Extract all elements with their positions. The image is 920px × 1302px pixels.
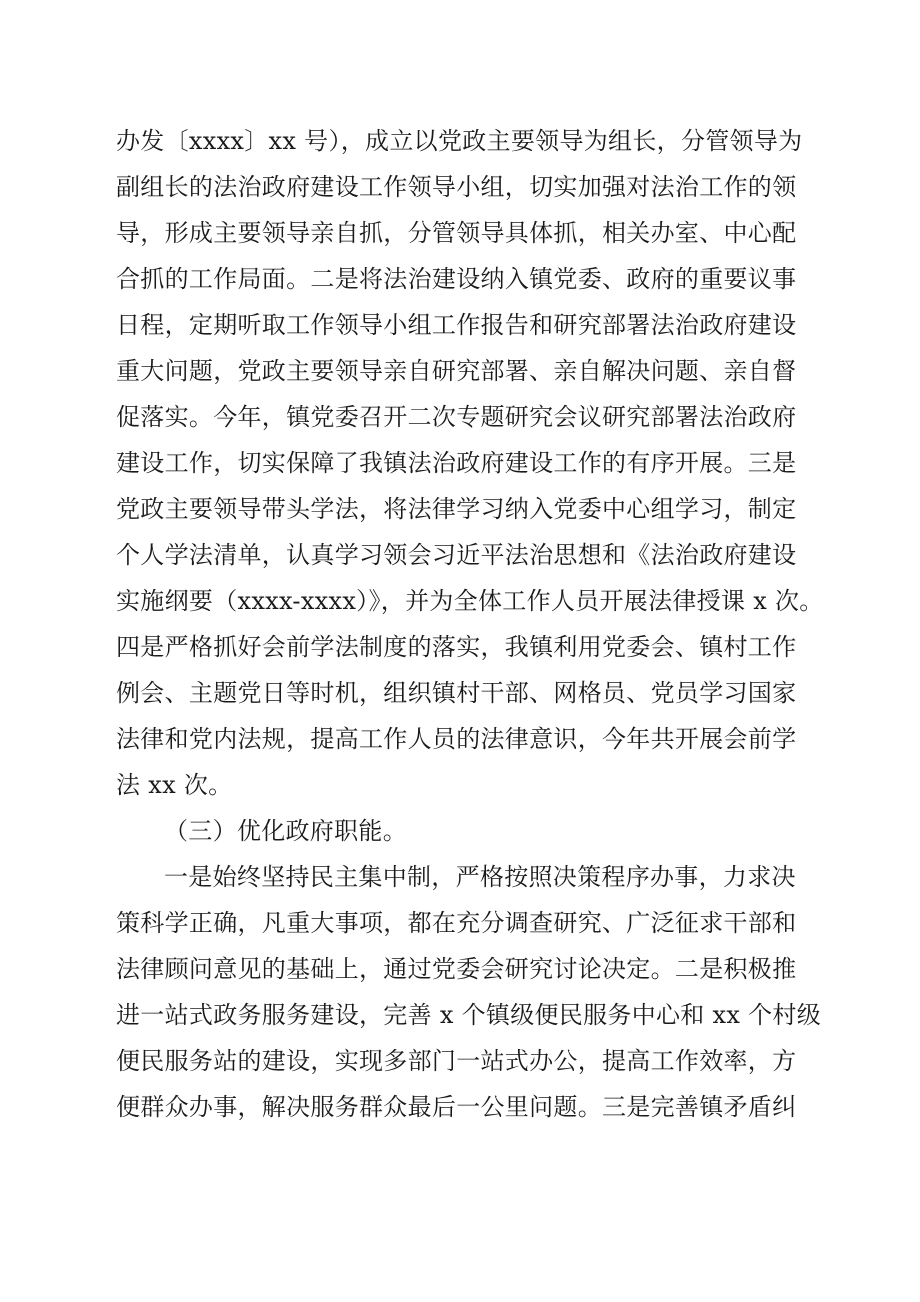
text-line: 法律顾问意见的基础上，通过党委会研究讨论决定。二是积极推 <box>116 955 797 983</box>
paragraph <box>116 118 824 808</box>
text-line: 进一站式政务服务建设，完善 x 个镇级便民服务中心和 xx 个村级 <box>116 1001 822 1029</box>
text-line: 日程，定期听取工作领导小组工作报告和研究部署法治政府建设 <box>116 311 797 339</box>
text-line: 例会、主题党日等时机，组织镇村干部、网格员、党员学习国家 <box>116 679 797 707</box>
text-line: 便群众办事，解决服务群众最后一公里问题。三是完善镇矛盾纠 <box>116 1093 797 1121</box>
text-line: 策科学正确，凡重大事项，都在充分调查研究、广泛征求干部和 <box>116 909 797 937</box>
text-line: 个人学法清单，认真学习领会习近平法治思想和《法治政府建设 <box>116 541 797 569</box>
text-line: 导，形成主要领导亲自抓，分管领导具体抓，相关办室、中心配 <box>116 219 797 247</box>
text-line: 办发〔xxxx〕xx 号），成立以党政主要领导为组长，分管领导为 <box>116 127 803 155</box>
document-body <box>116 118 824 1130</box>
text-line: 合抓的工作局面。二是将法治建设纳入镇党委、政府的重要议事 <box>116 265 797 293</box>
text-line: 党政主要领导带头学法，将法律学习纳入党委中心组学习，制定 <box>116 495 797 523</box>
text-line: 法律和党内法规，提高工作人员的法律意识，今年共开展会前学 <box>116 725 797 753</box>
text-line: 一是始终坚持民主集中制，严格按照决策程序办事，力求决 <box>164 863 796 891</box>
text-line: 实施纲要（xxxx-xxxx）》，并为全体工作人员开展法律授课 x 次。 <box>116 587 824 615</box>
text-line: 促落实。今年，镇党委召开二次专题研究会议研究部署法治政府 <box>116 403 797 431</box>
text-line: 副组长的法治政府建设工作领导小组，切实加强对法治工作的领 <box>116 173 797 201</box>
section-heading: （三）优化政府职能。 <box>164 817 407 845</box>
text-line: 重大问题，党政主要领导亲自研究部署、亲自解决问题、亲自督 <box>116 357 797 385</box>
text-line: 建设工作，切实保障了我镇法治政府建设工作的有序开展。三是 <box>116 449 797 477</box>
text-line: 四是严格抓好会前学法制度的落实，我镇利用党委会、镇村工作 <box>116 633 797 661</box>
text-line: 便民服务站的建设，实现多部门一站式办公，提高工作效率，方 <box>116 1047 797 1075</box>
text-line: 法 xx 次。 <box>116 771 233 799</box>
paragraph <box>116 854 822 1130</box>
